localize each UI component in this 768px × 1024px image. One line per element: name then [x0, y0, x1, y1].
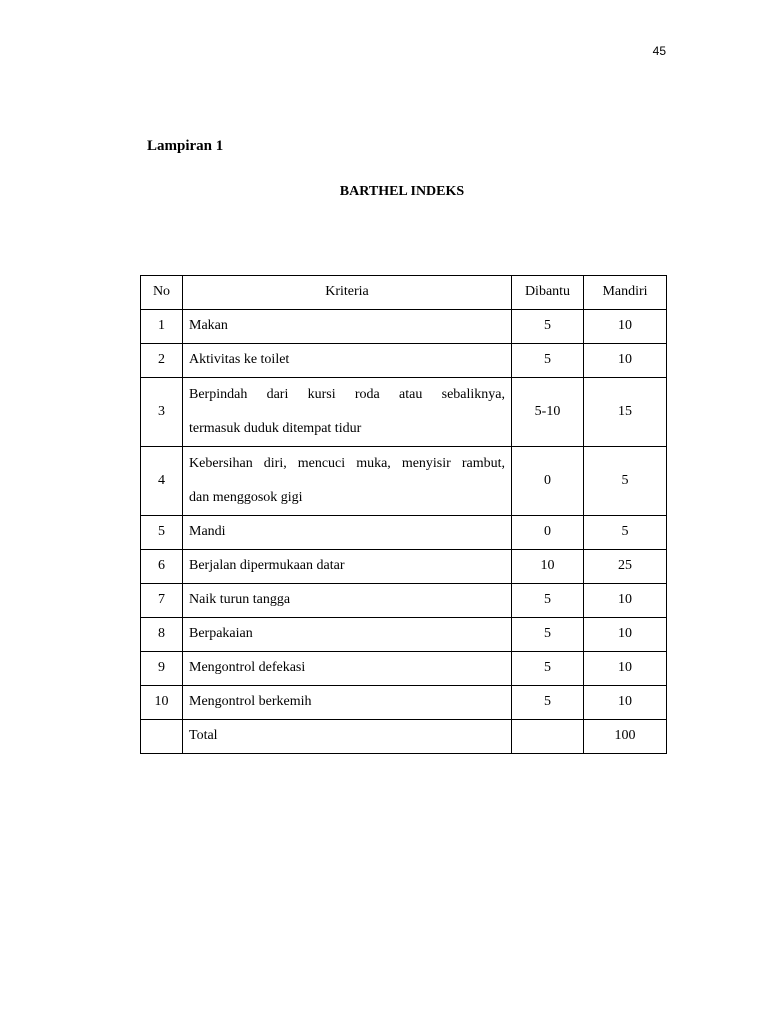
table-row	[141, 686, 667, 720]
cell-kriteria: Berpakaian	[183, 618, 512, 652]
cell-kriteria-line2: termasuk duduk ditempat tidur	[189, 421, 362, 436]
cell-dibantu: 0	[512, 447, 584, 516]
table-header-row	[141, 276, 667, 310]
cell-mandiri: 10	[584, 584, 667, 618]
cell-dibantu: 5	[512, 618, 584, 652]
page-number: 45	[652, 44, 666, 58]
header-mandiri: Mandiri	[584, 276, 667, 310]
cell-dibantu: 5	[512, 344, 584, 378]
cell-mandiri: 10	[584, 686, 667, 720]
cell-mandiri: 25	[584, 550, 667, 584]
total-label: Total	[183, 720, 512, 754]
header-dibantu: Dibantu	[512, 276, 584, 310]
header-no: No	[141, 276, 183, 310]
table-total-row	[141, 720, 667, 754]
table-row	[141, 516, 667, 550]
cell-no: 10	[141, 686, 183, 720]
cell-kriteria: Mengontrol defekasi	[183, 652, 512, 686]
cell-mandiri: 5	[584, 516, 667, 550]
total-value: 100	[584, 720, 667, 754]
cell-dibantu: 5-10	[512, 378, 584, 447]
cell-no: 8	[141, 618, 183, 652]
cell-no: 2	[141, 344, 183, 378]
appendix-label: Lampiran 1	[147, 138, 224, 154]
cell-no: 9	[141, 652, 183, 686]
cell-kriteria	[183, 447, 512, 516]
cell-dibantu: 5	[512, 310, 584, 344]
table-row	[141, 344, 667, 378]
cell-kriteria: Aktivitas ke toilet	[183, 344, 512, 378]
cell-mandiri: 15	[584, 378, 667, 447]
cell-no: 4	[141, 447, 183, 516]
cell-dibantu: 0	[512, 516, 584, 550]
cell-no-empty	[141, 720, 183, 754]
cell-kriteria: Mengontrol berkemih	[183, 686, 512, 720]
table-row	[141, 618, 667, 652]
cell-mandiri: 10	[584, 652, 667, 686]
cell-no: 3	[141, 378, 183, 447]
table-row	[141, 584, 667, 618]
cell-dibantu: 5	[512, 584, 584, 618]
cell-kriteria: Makan	[183, 310, 512, 344]
cell-kriteria	[183, 378, 512, 447]
cell-mandiri: 10	[584, 344, 667, 378]
cell-mandiri: 5	[584, 447, 667, 516]
cell-dibantu: 10	[512, 550, 584, 584]
table-row	[141, 378, 667, 447]
cell-no: 6	[141, 550, 183, 584]
cell-mandiri: 10	[584, 310, 667, 344]
cell-no: 1	[141, 310, 183, 344]
cell-no: 5	[141, 516, 183, 550]
cell-kriteria: Naik turun tangga	[183, 584, 512, 618]
cell-kriteria: Berjalan dipermukaan datar	[183, 550, 512, 584]
cell-dibantu-empty	[512, 720, 584, 754]
table-row	[141, 310, 667, 344]
table-row	[141, 447, 667, 516]
cell-kriteria-line1: Kebersihan diri, mencuci muka, menyisir rambut,	[189, 456, 505, 471]
barthel-index-table	[140, 275, 667, 754]
cell-no: 7	[141, 584, 183, 618]
table-row	[141, 550, 667, 584]
cell-kriteria-line1: Berpindah dari kursi roda atau sebaliknya,	[189, 387, 505, 402]
cell-mandiri: 10	[584, 618, 667, 652]
header-kriteria: Kriteria	[183, 276, 512, 310]
document-title: BARTHEL INDEKS	[339, 184, 465, 199]
cell-dibantu: 5	[512, 686, 584, 720]
table-row	[141, 652, 667, 686]
cell-dibantu: 5	[512, 652, 584, 686]
cell-kriteria: Mandi	[183, 516, 512, 550]
cell-kriteria-line2: dan menggosok gigi	[189, 490, 303, 505]
